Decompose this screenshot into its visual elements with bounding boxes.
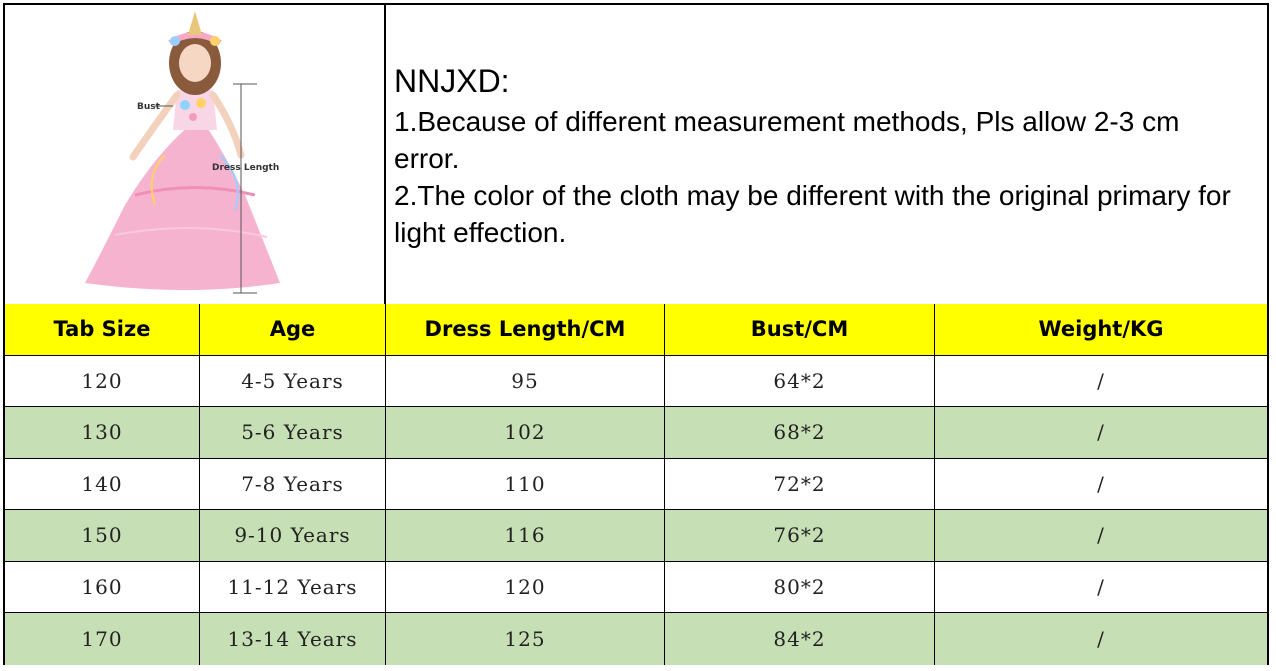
notes-cell [386,5,1267,304]
cell-age: 7-8 Years [200,459,386,510]
table-row [5,613,1267,665]
unicorn-horn [188,11,202,35]
header-tab-size: Tab Size [5,304,200,355]
face [179,44,211,82]
cell-bust: 64*2 [665,356,935,407]
cell-age: 4-5 Years [200,356,386,407]
note-color: 2.The color of the cloth may be different with the original primary for light effection. [394,180,1231,248]
table-row [5,510,1267,562]
dress-illustration [5,5,384,304]
cell-tab-size: 130 [5,407,200,458]
product-photo-cell [5,5,386,304]
cell-age: 11-12 Years [200,562,386,613]
cell-weight: / [1097,574,1105,599]
cell-weight: / [1097,368,1105,393]
header-dress-length: Dress Length/CM [386,304,665,355]
cell-age: 9-10 Years [200,510,386,561]
cell-dress-length: 102 [386,407,665,458]
cell-tab-size: 140 [5,459,200,510]
cell-weight: / [1097,471,1105,496]
cell-dress-length: 95 [386,356,665,407]
cell-tab-size: 170 [5,613,200,665]
table-row [5,562,1267,614]
cell-tab-size: 120 [5,356,200,407]
table-row [5,407,1267,459]
cell-age: 5-6 Years [200,407,386,458]
cell-dress-length: 125 [386,613,665,665]
cell-bust: 72*2 [665,459,935,510]
size-chart-sheet [3,3,1269,665]
top-section [5,5,1267,306]
brand-title: NNJXD: [394,63,510,99]
table-row [5,459,1267,511]
cell-weight: / [1097,420,1105,445]
cell-tab-size: 160 [5,562,200,613]
cell-tab-size: 150 [5,510,200,561]
cell-bust: 76*2 [665,510,935,561]
cell-weight: / [1097,523,1105,548]
dress-skirt [85,125,280,290]
cell-dress-length: 120 [386,562,665,613]
cell-age: 13-14 Years [200,613,386,665]
table-header-row [5,304,1267,356]
bust-label: Bust [137,102,160,112]
cell-dress-length: 116 [386,510,665,561]
size-table [5,304,1267,665]
cell-weight: / [1097,626,1105,651]
header-age: Age [200,304,386,355]
cell-bust: 68*2 [665,407,935,458]
dress-length-label: Dress Length [212,163,280,173]
cell-bust: 84*2 [665,613,935,665]
note-measurement: 1.Because of different measurement methods, Pls allow 2-3 cm error. [394,106,1180,174]
table-row [5,356,1267,408]
cell-bust: 80*2 [665,562,935,613]
header-weight: Weight/KG [1038,317,1164,342]
cell-dress-length: 110 [386,459,665,510]
header-bust: Bust/CM [665,304,935,355]
